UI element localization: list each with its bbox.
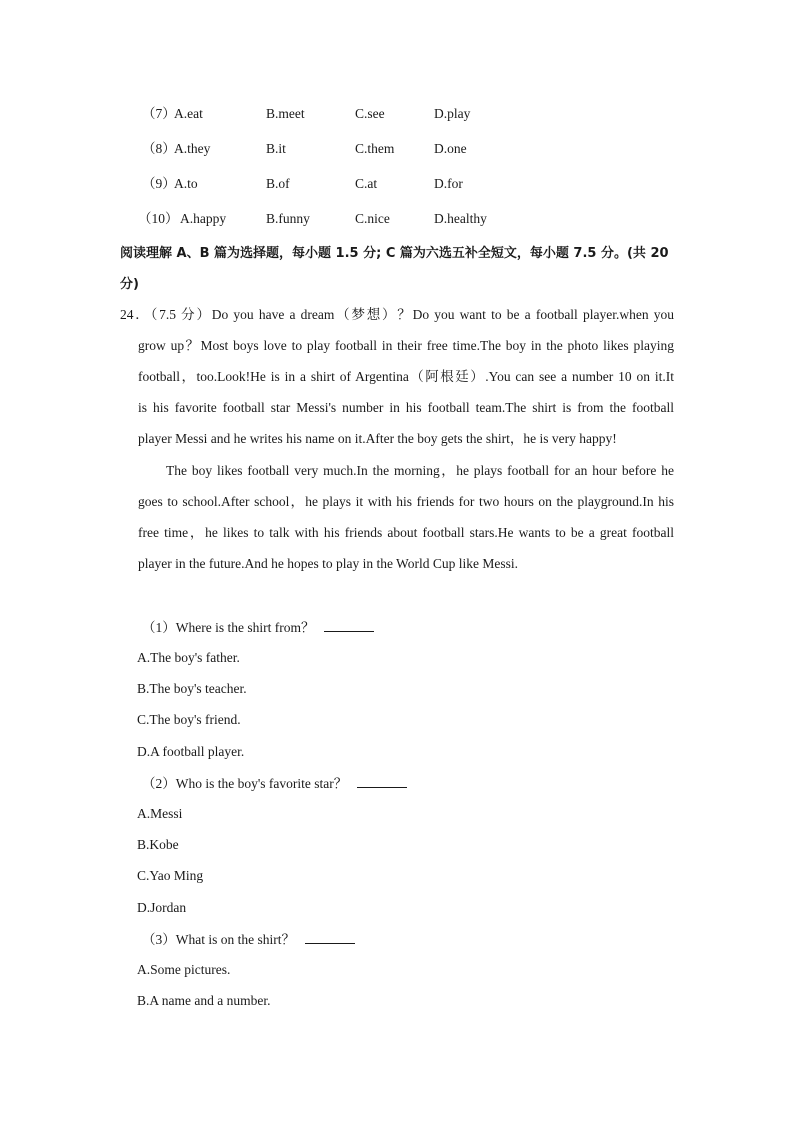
question-stem: （2）Who is the boy's favorite star？ <box>142 776 348 791</box>
answer-blank[interactable] <box>357 773 407 788</box>
choice-b: B.The boy's teacher. <box>137 681 247 696</box>
option-d: D.for <box>434 176 463 191</box>
choice-b: B.Kobe <box>137 837 179 852</box>
option-d: D.healthy <box>434 211 487 226</box>
option-c: C.them <box>355 141 395 156</box>
option-b: B.of <box>266 176 290 191</box>
question-stem: （1）Where is the shirt from？ <box>142 620 315 635</box>
option-d: D.play <box>434 106 471 121</box>
question-number: （9） <box>142 176 176 191</box>
passage-line: is his favorite football star Messi's number in his football team.The shirt is from the football <box>138 400 674 415</box>
choice-b: B.A name and a number. <box>137 993 271 1008</box>
passage-line: 24．（7.5 分）Do you have a dream（梦想）？Do you want to be a football player.when you <box>120 307 674 322</box>
option-a: A.to <box>174 176 198 191</box>
passage-line: free time，he likes to talk with his friends about football stars.He wants to be a great football <box>138 525 674 540</box>
passage-line: football，too.Look!He is in a shirt of Argentina（阿根廷）.You can see a number 10 on it.It <box>138 369 674 384</box>
question-number: （10） <box>138 211 179 226</box>
passage-line: goes to school.After school，he plays it with his friends for two hours on the playground.In his <box>138 494 674 509</box>
option-c: C.at <box>355 176 378 191</box>
option-a: A.happy <box>180 211 227 226</box>
choice-a: A.Some pictures. <box>137 962 231 977</box>
question-1 <box>142 617 374 637</box>
option-c: C.see <box>355 106 385 121</box>
option-d: D.one <box>434 141 467 156</box>
option-b: B.meet <box>266 106 305 121</box>
answer-blank[interactable] <box>324 617 374 632</box>
choice-d: D.Jordan <box>137 900 187 915</box>
question-3 <box>142 929 355 949</box>
passage-line: grow up？Most boys love to play football in their free time.The boy in the photo likes playing <box>138 338 674 353</box>
option-a: A.they <box>174 141 211 156</box>
question-number: （8） <box>142 141 176 156</box>
choice-a: A.The boy's father. <box>137 650 240 665</box>
option-b: B.it <box>266 141 286 156</box>
passage-line: The boy likes football very much.In the morning，he plays football for an hour before he <box>166 463 674 478</box>
choice-c: C.The boy's friend. <box>137 712 241 727</box>
option-b: B.funny <box>266 211 310 226</box>
option-c: C.nice <box>355 211 390 226</box>
question-2 <box>142 773 407 793</box>
choice-d: D.A football player. <box>137 744 245 759</box>
answer-blank[interactable] <box>305 929 355 944</box>
option-a: A.eat <box>174 106 203 121</box>
question-number: （7） <box>142 106 176 121</box>
section-heading-continued: 分) <box>120 277 139 292</box>
passage-line: player in the future.And he hopes to play in the World Cup like Messi. <box>138 556 518 571</box>
section-heading: 阅读理解 A、B 篇为选择题，每小题 1.5 分; C 篇为六选五补全短文，每小题 7.5 分。(共 20 <box>120 246 669 261</box>
passage-line: player Messi and he writes his name on it.After the boy gets the shirt，he is very happy! <box>138 431 617 446</box>
choice-c: C.Yao Ming <box>137 868 204 883</box>
question-stem: （3）What is on the shirt？ <box>142 932 295 947</box>
choice-a: A.Messi <box>137 806 183 821</box>
